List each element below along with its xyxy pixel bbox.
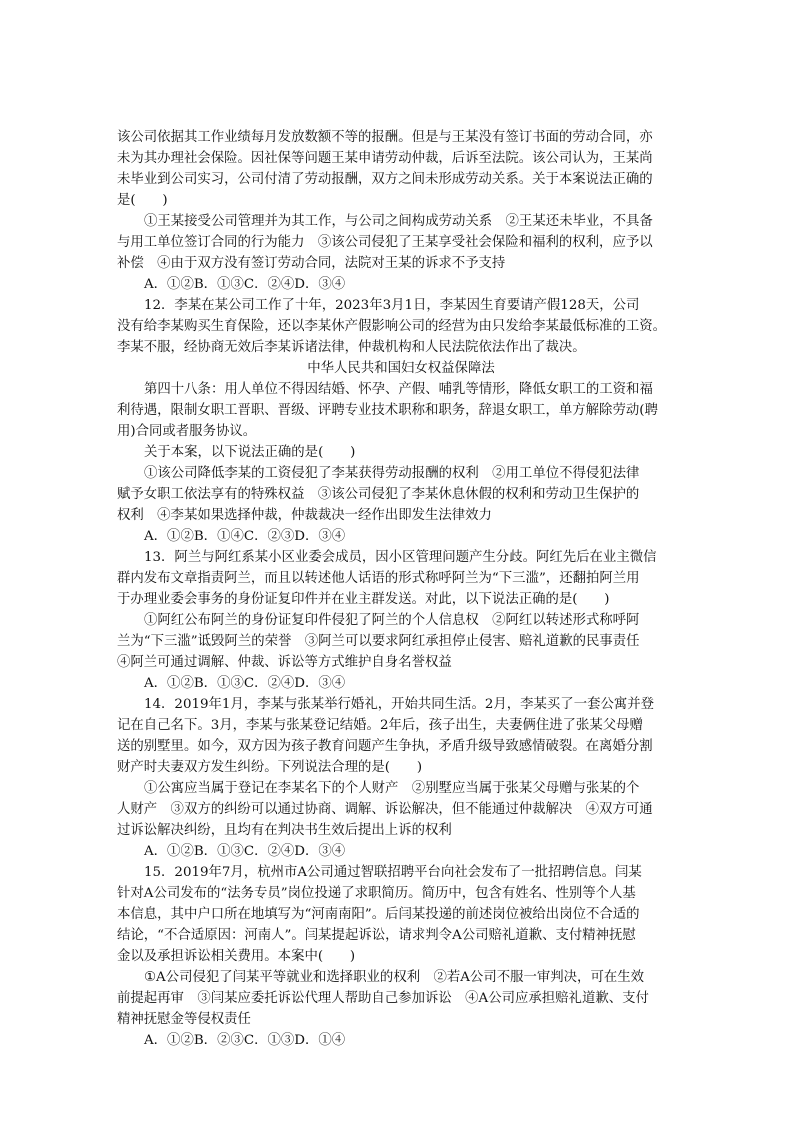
q11-answer-choices: A．①②B．①③C．②④D．③④ — [144, 277, 346, 292]
q12-options-line-3: 权利 ④李某如果选择仲裁，仲裁裁决一经作出即发生法律效力 — [117, 508, 492, 523]
q15-options-line-3: 精神抚慰金等侵权责任 — [117, 1012, 251, 1027]
q13-answer-choices: A．①②B．①③C．②④D．③④ — [144, 676, 346, 691]
q11-text-line-4: 是( ) — [117, 193, 168, 208]
q14-options-line-1: ①公寓应当属于登记在李某名下的个人财产 ②别墅应当属于张某父母赠与张某的个 — [144, 781, 640, 796]
q15-options-line-1: ①A公司侵犯了闫某平等就业和选择职业的权利 ②若A公司不服一审判决，可在生效 — [144, 970, 645, 985]
q15-text-line-3: 本信息，其中户口所在地填写为“河南南阳”。后闫某投递的前述岗位被给出岗位不合适的 — [117, 907, 640, 922]
q13-options-line-3: ④阿兰可通过调解、仲裁、诉讼等方式维护自身名誉权益 — [117, 655, 452, 670]
q12-law-line-3: 用)合同或者服务协议。 — [117, 424, 257, 439]
q13-text-line-1: 13．阿兰与阿红系某小区业委会成员，因小区管理问题产生分歧。阿红先后在业主微信 — [144, 550, 657, 565]
q14-options-line-2: 人财产 ③双方的纠纷可以通过协商、调解、诉讼解决，但不能通过仲裁解决 ④双方可通 — [117, 802, 653, 817]
q11-text-line-2: 未为其办理社会保险。因社保等问题王某申请劳动仲裁，后诉至法院。该公司认为，王某尚 — [117, 151, 653, 166]
q12-text-line-1: 12．李某在某公司工作了十年，2023年3月1日，李某因生育要请产假128天，公司 — [144, 298, 640, 313]
q12-law-title: 中华人民共和国妇女权益保障法 — [307, 361, 495, 376]
q15-text-line-1: 15．2019年7月，杭州市A公司通过智联招聘平台向社会发布了一批招聘信息。闫某 — [144, 865, 642, 880]
q12-text-line-3: 李某不服，经协商无效后李某诉诸法律，仲裁机构和人民法院依法作出了裁决。 — [117, 340, 586, 355]
q12-law-line-1: 第四十八条：用人单位不得因结婚、怀孕、产假、哺乳等情形，降低女职工的工资和福 — [144, 382, 653, 397]
q11-options-line-1: ①王某接受公司管理并为其工作，与公司之间构成劳动关系 ②王某还未毕业，不具备 — [144, 214, 653, 229]
q13-text-line-3: 于办理业委会事务的身份证复印件并在业主群发送。对此，以下说法正确的是( ) — [117, 592, 610, 607]
q11-text-line-3: 未毕业到公司实习，公司付清了劳动报酬，双方之间未形成劳动关系。关于本案说法正确的 — [117, 172, 653, 187]
q15-text-line-5: 金以及承担诉讼相关费用。本案中( ) — [117, 949, 356, 964]
q11-options-line-3: 补偿 ④由于双方没有签订劳动合同，法院对王某的诉求不予支持 — [117, 256, 506, 271]
q14-options-line-3: 过诉讼解决纠纷，且均有在判决书生效后提出上诉的权利 — [117, 823, 452, 838]
q12-answer-choices: A．①②B．①④C．②③D．③④ — [144, 529, 346, 544]
q11-options-line-2: 与用工单位签订合同的行为能力 ③该公司侵犯了王某享受社会保险和福利的权利，应予以 — [117, 235, 653, 250]
q14-answer-choices: A．①②B．①③C．②④D．③④ — [144, 844, 346, 859]
q15-text-line-2: 针对A公司发布的“法务专员”岗位投递了求职简历。简历中，包含有姓名、性别等个人基 — [117, 886, 636, 901]
q14-text-line-2: 记在自己名下。3月，李某与张某登记结婚。2年后，孩子出生，夫妻俩住进了张某父母赠 — [117, 718, 643, 733]
q15-text-line-4: 结论，“不合适原因：河南人”。闫某提起诉讼，请求判令A公司赔礼道歉、支付精神抚慰 — [117, 928, 636, 943]
q13-text-line-2: 群内发布文章指责阿兰，而且以转述他人话语的形式称呼阿兰为“下三滥”，还翻拍阿兰用 — [117, 571, 640, 586]
q14-text-line-3: 送的别墅里。如今，双方因为孩子教育问题产生争执，矛盾升级导致感情破裂。在离婚分割 — [117, 739, 653, 754]
q15-answer-choices: A．①②B．②③C．①③D．①④ — [144, 1033, 346, 1048]
q12-options-line-2: 赋予女职工依法享有的特殊权益 ③该公司侵犯了李某休息休假的权利和劳动卫生保护的 — [117, 487, 640, 502]
q12-law-line-2: 利待遇，限制女职工晋职、晋级、评聘专业技术职称和职务，辞退女职工，单方解除劳动(聘 — [117, 403, 658, 418]
q12-options-line-1: ①该公司降低李某的工资侵犯了李某获得劳动报酬的权利 ②用工单位不得侵犯法律 — [144, 466, 640, 481]
q14-text-line-4: 财产时夫妻双方发生纠纷。下列说法合理的是( ) — [117, 760, 423, 775]
document-page — [117, 127, 685, 1051]
q11-text-line-1: 该公司依据其工作业绩每月发放数额不等的报酬。但是与王某没有签订书面的劳动合同，亦 — [117, 130, 653, 145]
q13-options-line-1: ①阿红公布阿兰的身份证复印件侵犯了阿兰的个人信息权 ②阿红以转述形式称呼阿 — [144, 613, 640, 628]
q12-question: 关于本案，以下说法正确的是( ) — [144, 445, 356, 460]
q14-text-line-1: 14．2019年1月，李某与张某举行婚礼，开始共同生活。2月，李某买了一套公寓并登 — [144, 697, 655, 712]
q15-options-line-2: 前提起再审 ③闫某应委托诉讼代理人帮助自己参加诉讼 ④A公司应承担赔礼道歉、支付 — [117, 991, 649, 1006]
q13-options-line-2: 兰为“下三滥”诋毁阿兰的荣誉 ③阿兰可以要求阿红承担停止侵害、赔礼道歉的民事责任 — [117, 634, 640, 649]
q12-text-line-2: 没有给李某购买生育保险，还以李某休产假影响公司的经营为由只发给李某最低标准的工资。 — [117, 319, 667, 334]
